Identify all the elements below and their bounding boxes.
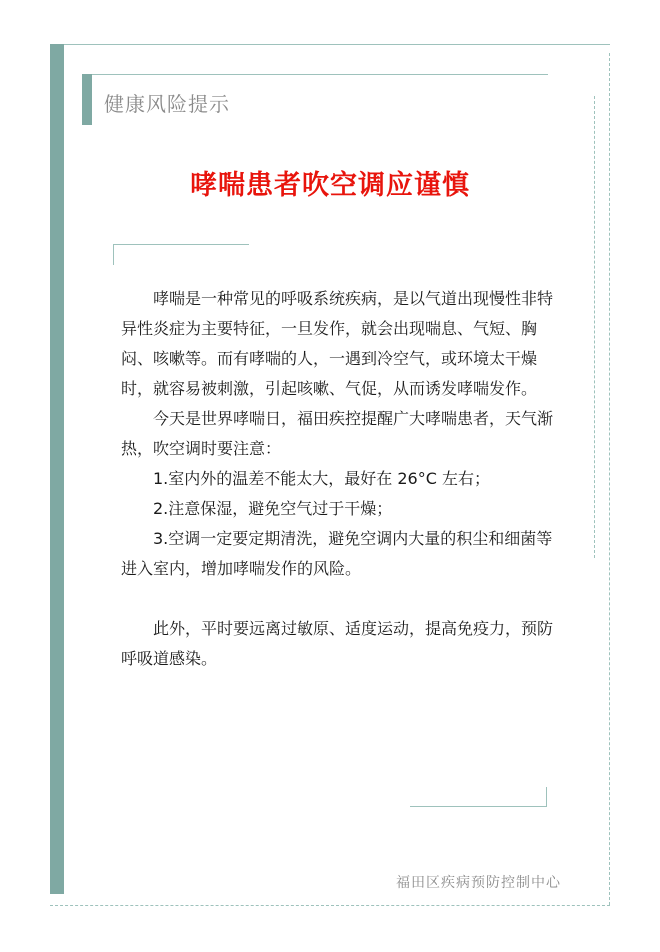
paragraph-spacer bbox=[121, 584, 561, 614]
header-title: 健康风险提示 bbox=[104, 92, 230, 116]
corner-bracket-bottom-right-vertical bbox=[546, 787, 547, 807]
top-border-line bbox=[64, 44, 610, 45]
tip-item-1: 1.室内外的温差不能太大，最好在 26°C 左右； bbox=[153, 469, 490, 488]
header-accent-block bbox=[82, 74, 92, 125]
paragraph-closing: 此外，平时要远离过敏原、适度运动，提高免疫力，预防呼吸道感染。 bbox=[121, 619, 554, 668]
article-body bbox=[121, 284, 561, 674]
header-line bbox=[92, 74, 548, 75]
page-title: 哮喘患者吹空调应谨慎 bbox=[190, 170, 470, 201]
corner-bracket-top-left-vertical bbox=[113, 244, 114, 265]
paragraph-intro: 哮喘是一种常见的呼吸系统疾病，是以气道出现慢性非特异性炎症为主要特征，一旦发作，就会出现喘息、气短、胸闷、咳嗽等。而有哮喘的人，一遇到冷空气，或环境太干燥时，就容易被刺激，引起咳嗽、气促，从而诱发哮喘发作。 bbox=[121, 289, 554, 398]
bottom-dashed-border bbox=[50, 905, 610, 906]
corner-bracket-top-left bbox=[113, 244, 249, 245]
footer-organization: 福田区疾病预防控制中心 bbox=[396, 875, 561, 891]
corner-bracket-bottom-right bbox=[410, 806, 547, 807]
tip-item-3: 3.空调一定要定期清洗，避免空调内大量的积尘和细菌等进入室内，增加哮喘发作的风险。 bbox=[121, 529, 553, 578]
paragraph-reminder: 今天是世界哮喘日，福田疾控提醒广大哮喘患者，天气渐热，吹空调时要注意： bbox=[121, 409, 554, 458]
tip-item-2: 2.注意保湿，避免空气过于干燥； bbox=[153, 499, 393, 518]
